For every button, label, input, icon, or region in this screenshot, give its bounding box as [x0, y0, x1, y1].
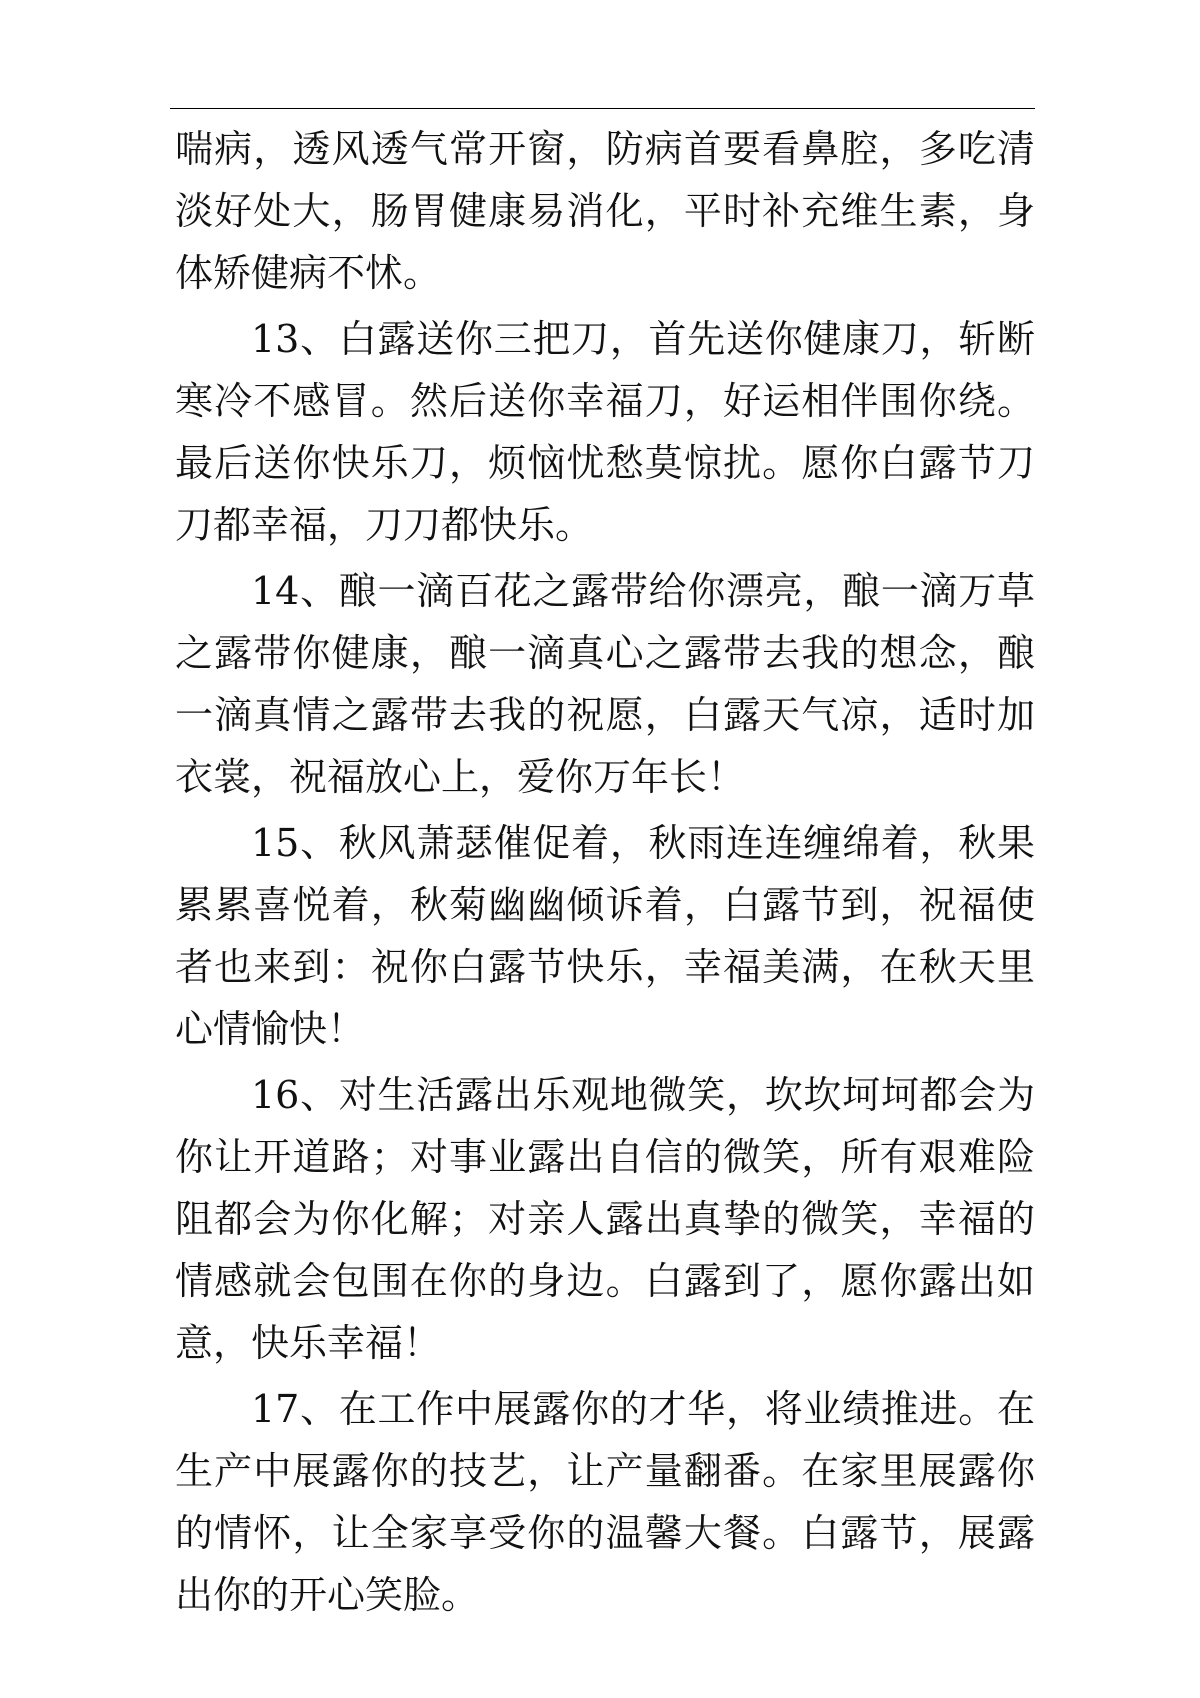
paragraph-15: 15、秋风萧瑟催促着，秋雨连连缠绵着，秋果累累喜悦着，秋菊幽幽倾诉着，白露节到，祝福使者也来到：祝你白露节快乐，幸福美满，在秋天里心情愉快！: [175, 821, 1035, 1051]
paragraph-16: 16、对生活露出乐观地微笑，坎坎坷坷都会为你让开道路；对事业露出自信的微笑，所有艰难险阻都会为你化解；对亲人露出真挚的微笑，幸福的情感就会包围在你的身边。白露到了，愿你露出如意，快乐幸福！: [175, 1073, 1035, 1365]
document-body: [175, 118, 1035, 1630]
paragraph-continued: 喘病，透风透气常开窗，防病首要看鼻腔，多吃清淡好处大，肠胃健康易消化，平时补充维生素，身体矫健病不怵。: [175, 127, 1035, 295]
paragraph-13: 13、白露送你三把刀，首先送你健康刀，斩断寒冷不感冒。然后送你幸福刀，好运相伴围你绕。最后送你快乐刀，烦恼忧愁莫惊扰。愿你白露节刀刀都幸福，刀刀都快乐。: [175, 317, 1035, 547]
paragraph-14: 14、酿一滴百花之露带给你漂亮，酿一滴万草之露带你健康，酿一滴真心之露带去我的想念，酿一滴真情之露带去我的祝愿，白露天气凉，适时加衣裳，祝福放心上，爱你万年长！: [175, 569, 1035, 799]
paragraph-17: 17、在工作中展露你的才华，将业绩推进。在生产中展露你的技艺，让产量翻番。在家里展露你的情怀，让全家享受你的温馨大餐。白露节，展露出你的开心笑脸。: [175, 1387, 1035, 1617]
header-divider: [170, 108, 1035, 109]
